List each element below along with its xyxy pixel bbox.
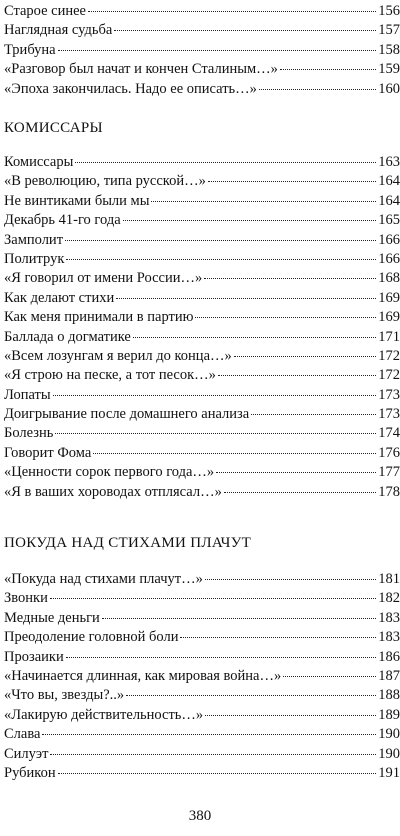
toc-entry xyxy=(4,2,400,21)
toc-entry-page: 190 xyxy=(378,726,400,743)
toc-entry-page: 164 xyxy=(378,173,400,190)
toc-entry xyxy=(4,366,400,385)
toc-entry-title: «Всем лозунгам я верил до конца…» xyxy=(4,347,232,364)
toc-entry-page: 181 xyxy=(378,571,400,587)
dot-leader xyxy=(218,375,376,376)
toc-entry-title: «Эпоха закончилась. Надо ее описать…» xyxy=(4,80,257,97)
dot-leader xyxy=(216,472,376,473)
toc-entry-title: «Покуда над стихами плачут…» xyxy=(4,571,203,587)
dot-leader xyxy=(66,259,376,260)
toc-entry-title: Комиссары xyxy=(4,154,74,170)
toc-entry xyxy=(4,308,400,327)
dot-leader xyxy=(42,734,376,735)
section-heading-pokuda: ПОКУДА НАД СТИХАМИ ПЛАЧУТ xyxy=(4,535,252,551)
toc-entry-page: 183 xyxy=(378,609,400,626)
toc-list-komissary xyxy=(4,153,400,502)
toc-entry xyxy=(4,172,400,191)
toc-list-pokuda xyxy=(4,570,400,783)
dot-leader xyxy=(280,69,376,70)
toc-entry xyxy=(4,609,400,628)
toc-entry-title: «Ценности сорок первого года…» xyxy=(4,464,215,481)
dot-leader xyxy=(259,89,376,90)
toc-entry xyxy=(4,405,400,424)
toc-entry xyxy=(4,444,400,463)
toc-entry-page: 160 xyxy=(378,80,400,97)
toc-entry xyxy=(4,80,400,99)
toc-entry-page: 190 xyxy=(378,745,400,762)
toc-entry xyxy=(4,153,400,172)
toc-entry-page: 174 xyxy=(378,425,400,442)
toc-entry xyxy=(4,463,400,482)
dot-leader xyxy=(133,337,376,338)
dot-leader xyxy=(75,162,376,163)
toc-entry xyxy=(4,328,400,347)
toc-entry-page: 177 xyxy=(378,464,400,481)
toc-entry-title: «Что вы, звезды?..» xyxy=(4,687,125,704)
dot-leader xyxy=(65,240,376,241)
toc-entry xyxy=(4,269,400,288)
toc-entry xyxy=(4,745,400,764)
toc-entry-page: 176 xyxy=(378,444,400,461)
dot-leader xyxy=(123,220,377,221)
dot-leader xyxy=(102,618,376,619)
toc-entry-page: 163 xyxy=(378,154,400,170)
toc-entry xyxy=(4,648,400,667)
toc-entry-title: «Я строю на песке, а тот песок…» xyxy=(4,367,216,384)
dot-leader xyxy=(88,11,376,12)
toc-entry-title: «Лакирую действительность…» xyxy=(4,706,204,723)
dot-leader xyxy=(53,395,377,396)
dot-leader xyxy=(151,201,376,202)
toc-entry xyxy=(4,667,400,686)
dot-leader xyxy=(195,317,376,318)
toc-entry-page: 169 xyxy=(378,289,400,306)
toc-entry xyxy=(4,60,400,79)
toc-entry-page: 171 xyxy=(378,328,400,345)
toc-entry xyxy=(4,386,400,405)
dot-leader xyxy=(58,50,377,51)
toc-entry-page: 178 xyxy=(378,483,400,500)
toc-entry-title: Силуэт xyxy=(4,745,49,762)
dot-leader xyxy=(93,453,376,454)
dot-leader xyxy=(234,356,376,357)
dot-leader xyxy=(58,773,377,774)
toc-entry-title: Рубикон xyxy=(4,764,56,781)
dot-leader xyxy=(55,433,376,434)
toc-entry-title: Говорит Фома xyxy=(4,444,92,461)
toc-entry xyxy=(4,347,400,366)
toc-entry-page: 173 xyxy=(378,406,400,423)
dot-leader xyxy=(116,298,376,299)
toc-entry xyxy=(4,589,400,608)
toc-entry-page: 172 xyxy=(378,367,400,384)
toc-entry-page: 183 xyxy=(378,629,400,646)
toc-entry-title: Старое синее xyxy=(4,3,86,19)
toc-entry xyxy=(4,211,400,230)
dot-leader xyxy=(50,754,376,755)
dot-leader xyxy=(205,579,376,580)
toc-entry-page: 173 xyxy=(378,386,400,403)
toc-entry-title: Не винтиками были мы xyxy=(4,192,150,209)
toc-entry xyxy=(4,21,400,40)
toc-entry-title: «Начинается длинная, как мировая война…» xyxy=(4,667,282,684)
dot-leader xyxy=(251,414,376,415)
toc-entry xyxy=(4,628,400,647)
toc-entry-title: Преодоление головной боли xyxy=(4,629,179,646)
dot-leader xyxy=(208,181,376,182)
toc-entry xyxy=(4,570,400,589)
dot-leader xyxy=(180,637,376,638)
toc-entry-page: 172 xyxy=(378,347,400,364)
toc-entry-page: 169 xyxy=(378,309,400,326)
toc-entry-title: «Я говорил от имени России…» xyxy=(4,270,203,287)
toc-entry-title: Звонки xyxy=(4,590,48,607)
dot-leader xyxy=(205,715,376,716)
toc-entry-title: «Разговор был начат и кончен Сталиным…» xyxy=(4,61,278,78)
toc-entry xyxy=(4,250,400,269)
toc-entry xyxy=(4,483,400,502)
toc-entry-title: Доигрывание после домашнего анализа xyxy=(4,406,250,423)
toc-entry-title: Лопаты xyxy=(4,386,51,403)
toc-entry-page: 187 xyxy=(378,667,400,684)
toc-entry-page: 156 xyxy=(378,3,400,19)
toc-entry-page: 168 xyxy=(378,270,400,287)
toc-entry xyxy=(4,424,400,443)
dot-leader xyxy=(224,492,376,493)
toc-entry xyxy=(4,231,400,250)
dot-leader xyxy=(50,598,376,599)
toc-entry xyxy=(4,725,400,744)
toc-entry-page: 165 xyxy=(378,212,400,229)
toc-entry-page: 158 xyxy=(378,41,400,58)
toc-entry-title: Медные деньги xyxy=(4,609,100,626)
page-number: 380 xyxy=(188,808,212,824)
toc-entry-page: 186 xyxy=(378,648,400,665)
toc-entry xyxy=(4,289,400,308)
dot-leader xyxy=(66,657,377,658)
toc-entry-title: Болезнь xyxy=(4,425,54,442)
toc-list-top xyxy=(4,2,400,99)
dot-leader xyxy=(126,695,376,696)
toc-entry-title: Прозаики xyxy=(4,648,64,665)
toc-entry-title: «В революцию, типа русской…» xyxy=(4,173,206,190)
toc-entry-page: 166 xyxy=(378,231,400,248)
toc-entry xyxy=(4,192,400,211)
dot-leader xyxy=(204,278,376,279)
toc-entry xyxy=(4,706,400,725)
toc-entry-page: 188 xyxy=(378,687,400,704)
toc-entry-page: 157 xyxy=(378,22,400,39)
dot-leader xyxy=(114,30,376,31)
section-heading-komissary: КОМИССАРЫ xyxy=(4,120,103,136)
toc-entry-title: Баллада о догматике xyxy=(4,328,131,345)
toc-entry-page: 166 xyxy=(378,250,400,267)
toc-entry xyxy=(4,41,400,60)
dot-leader xyxy=(283,676,376,677)
toc-entry-title: Как делают стихи xyxy=(4,289,115,306)
toc-entry xyxy=(4,686,400,705)
toc-entry-title: Политрук xyxy=(4,250,65,267)
toc-entry-title: Слава xyxy=(4,726,41,743)
toc-entry-title: Замполит xyxy=(4,231,64,248)
toc-entry-page: 159 xyxy=(378,61,400,78)
toc-entry-page: 164 xyxy=(378,192,400,209)
toc-entry-page: 191 xyxy=(378,764,400,781)
toc-entry-page: 189 xyxy=(378,706,400,723)
toc-entry-title: Наглядная судьба xyxy=(4,22,113,39)
toc-entry-title: Как меня принимали в партию xyxy=(4,309,194,326)
toc-entry-title: Декабрь 41-го года xyxy=(4,212,121,229)
toc-entry-title: «Я в ваших хороводах отплясал…» xyxy=(4,483,222,500)
toc-entry xyxy=(4,764,400,783)
toc-entry-page: 182 xyxy=(378,590,400,607)
toc-entry-title: Трибуна xyxy=(4,41,56,58)
